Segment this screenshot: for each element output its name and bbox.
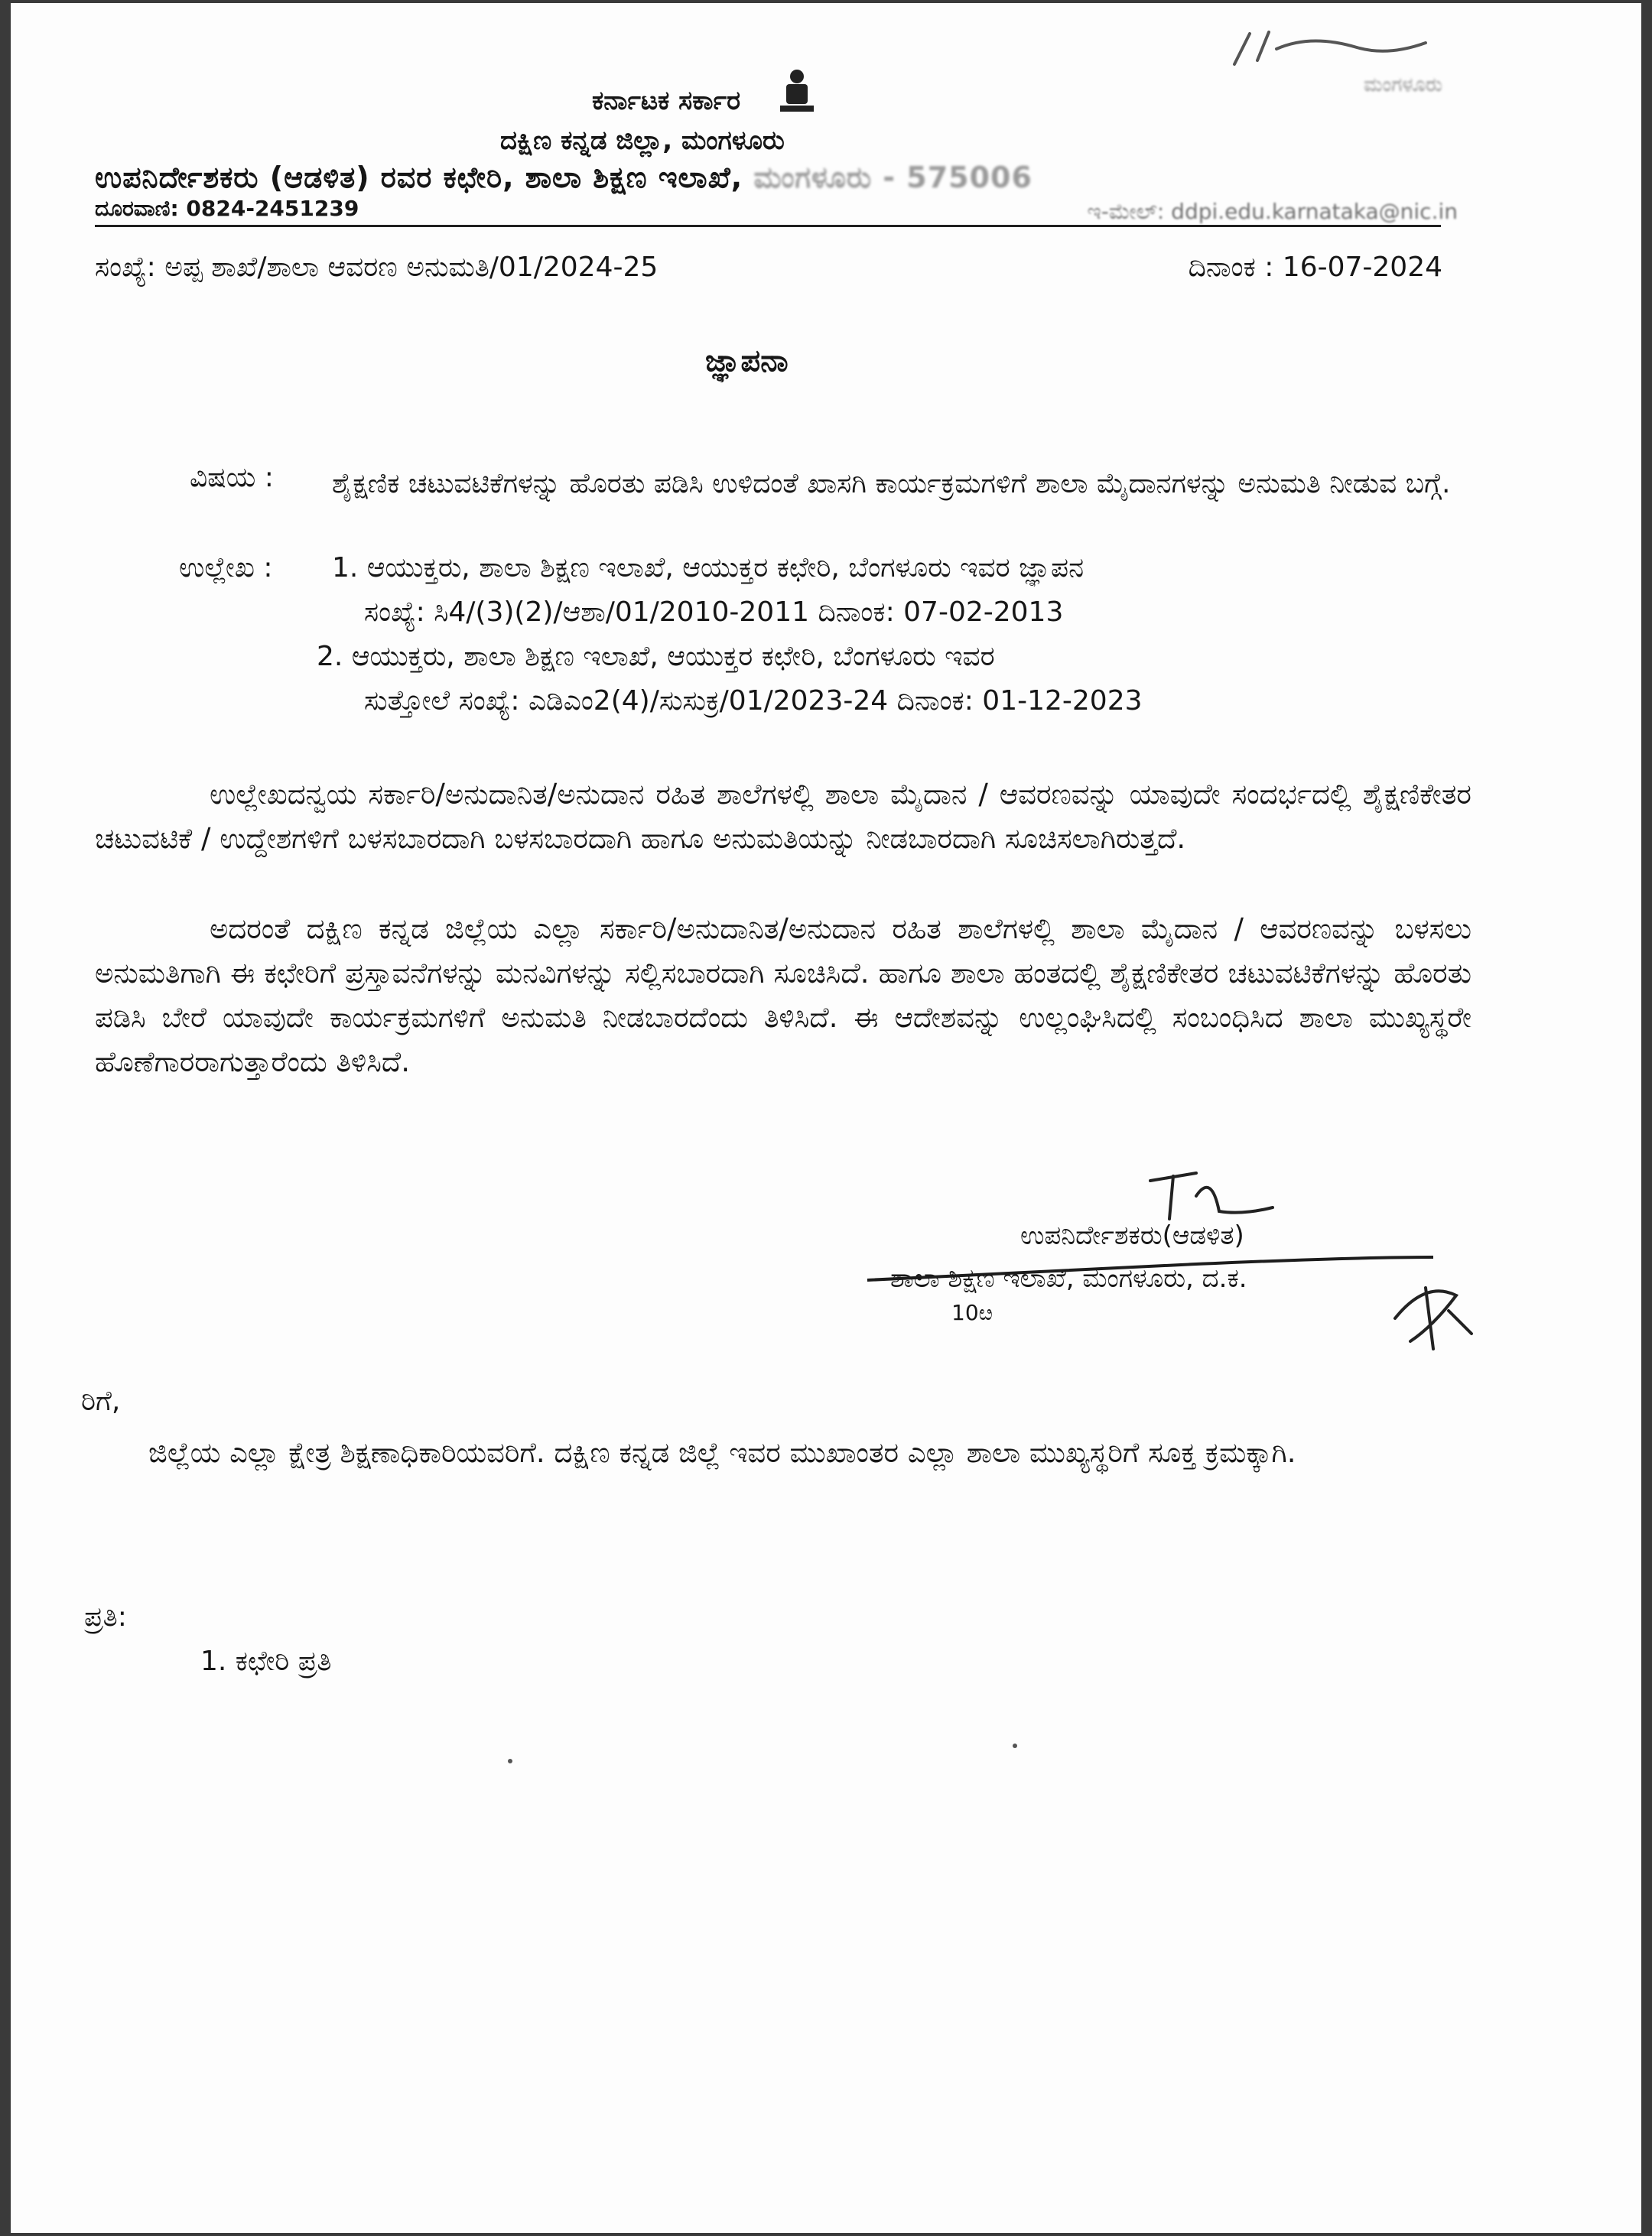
- recipients-block: [95, 1430, 1456, 1476]
- handwritten-mark: [1204, 26, 1433, 80]
- signatory-office: ಶಾಲಾ ಶಿಕ್ಷಣ ಇಲಾಖೆ, ಮಂಗಳೂರು, ದ.ಕ.: [890, 1263, 1247, 1294]
- letterhead-office-name: ಉಪನಿರ್ದೇಶಕರು (ಆಡಳಿತ) ರವರ ಕಛೇರಿ, ಶಾಲಾ ಶಿಕ್ಷಣ ಇಲಾಖೆ,: [95, 161, 754, 194]
- document-page: [11, 3, 1641, 2233]
- body-paragraph-2: [95, 907, 1472, 1084]
- letterhead-government: ಕರ್ನಾಟಕ ಸರ್ಕಾರ: [592, 86, 741, 116]
- reference-number: ಸಂಖ್ಯೆ: ಅಪ್ಪ ಶಾಖೆ/ಶಾಲಾ ಆವರಣ ಅನುಮತಿ/01/2024-25: [95, 252, 659, 283]
- government-emblem-icon: [776, 66, 818, 115]
- reference-2-line-1: 2. ಆಯುಕ್ತರು, ಶಾಲಾ ಶಿಕ್ಷಣ ಇಲಾಖೆ, ಆಯುಕ್ತರ ಕಛೇರಿ, ಬೆಂಗಳೂರು ಇವರ: [317, 641, 995, 672]
- reference-2-line-2: ಸುತ್ತೋಲೆ ಸಂಖ್ಯೆ: ಎಡಿಎಂ2(4)/ಸುಸುಕ್ರ/01/2023-24 ದಿನಾಂಕ: 01-12-2023: [364, 685, 1143, 717]
- letterhead-office-city: ಮಂಗಳೂರು - 575006: [753, 161, 1032, 194]
- subject-text: ಶೈಕ್ಷಣಿಕ ಚಟುವಟಿಕೆಗಳನ್ನು ಹೊರತು ಪಡಿಸಿ ಉಳಿದಂತೆ ಖಾಸಗಿ ಕಾರ್ಯಕ್ರಮಗಳಿಗೆ ಶಾಲಾ ಮೈದಾನಗಳನ್ನು ಅನುಮತಿ ನೀಡುವ ಬಗ್ಗೆ.: [332, 468, 1451, 499]
- top-right-note: ಮಂಗಳೂರು: [1363, 73, 1442, 96]
- reference-1-line-2: ಸಂಖ್ಯೆ: ಸಿ4/(3)(2)/ಆಶಾ/01/2010-2011 ದಿನಾಂಕ: 07-02-2013: [364, 596, 1064, 628]
- document-title: ಜ್ಞಾಪನಾ: [705, 343, 789, 379]
- subject-label: ವಿಷಯ :: [190, 462, 274, 493]
- letterhead-office: [95, 161, 1032, 195]
- references-label: ಉಲ್ಲೇಖ :: [179, 552, 273, 583]
- recipients-label: ರಿಗೆ,: [81, 1386, 121, 1417]
- stray-mark: [1013, 1744, 1017, 1748]
- stray-mark: [508, 1759, 512, 1763]
- letterhead-divider: [95, 225, 1441, 227]
- recipients-text: ಜಿಲ್ಲೆಯ ಎಲ್ಲಾ ಕ್ಷೇತ್ರ ಶಿಕ್ಷಣಾಧಿಕಾರಿಯವರಿಗೆ. ದಕ್ಷಿಣ ಕನ್ನಡ ಜಿಲ್ಲೆ ಇವರ ಮುಖಾಂತರ ಎಲ್ಲಾ ಶಾಲಾ ಮುಖ್ಯಸ್ಥರಿಗೆ ಸೂಕ್ತ ಕ್ರಮಕ್ಕಾಗಿ.: [148, 1436, 1296, 1469]
- document-date: ದಿನಾಂಕ : 16-07-2024: [1188, 252, 1442, 283]
- body-paragraph-2-text: ಅದರಂತೆ ದಕ್ಷಿಣ ಕನ್ನಡ ಜಿಲ್ಲೆಯ ಎಲ್ಲಾ ಸರ್ಕಾರಿ/ಅನುದಾನಿತ/ಅನುದಾನ ರಹಿತ ಶಾಲೆಗಳಲ್ಲಿ ಶಾಲಾ ಮೈದಾನ / ಆವರಣವನ್ನು ಬಳಸಲು ಅನುಮತಿಗಾಗಿ ಈ ಕಛೇರಿಗೆ ಪ್ರಸ್ತಾವನೆಗಳನ್ನು ಮನವಿಗಳನ್ನು ಸಲ್ಲಿಸಬಾರದಾಗಿ ಸೂಚಿಸಿದೆ. ಹಾಗೂ ಶಾಲಾ ಹಂತದಲ್ಲಿ ಶೈಕ್ಷಣಿಕೇತರ ಚಟುವಟಿಕೆಗಳನ್ನು ಹೊರತು ಪಡಿಸಿ ಬೇರೆ ಯಾವುದೇ ಕಾರ್ಯಕ್ರಮಗಳಿಗೆ ಅನುಮತಿ ನೀಡಬಾರದೆಂದು ತಿಳಿಸಿದೆ. ಈ ಆದೇಶವನ್ನು ಉಲ್ಲಂಘಿಸಿದಲ್ಲಿ ಸಂಬಂಧಿಸಿದ ಶಾಲಾ ಮುಖ್ಯಸ್ಥರೇ ಹೊಣೆಗಾರರಾಗುತ್ತಾರೆಂದು ತಿಳಿಸಿದೆ.: [95, 912, 1472, 1078]
- signature-initials: 10ೞ: [951, 1300, 993, 1325]
- letterhead-phone: ದೂರವಾಣಿ: 0824-2451239: [95, 196, 359, 221]
- letterhead-email: ಇ-ಮೇಲ್: ddpi.edu.karnataka@nic.in: [1087, 199, 1458, 224]
- signatory-designation: ಉಪನಿರ್ದೇಶಕರು(ಆಡಳಿತ): [1020, 1220, 1244, 1251]
- reference-1-line-1: 1. ಆಯುಕ್ತರು, ಶಾಲಾ ಶಿಕ್ಷಣ ಇಲಾಖೆ, ಆಯುಕ್ತರ ಕಛೇರಿ, ಬೆಂಗಳೂರು ಇವರ ಜ್ಞಾಪನ: [332, 552, 1085, 583]
- copy-label: ಪ್ರತಿ:: [84, 1601, 127, 1633]
- copy-item-1: 1. ಕಛೇರಿ ಪ್ರತಿ: [200, 1646, 332, 1677]
- body-paragraph-1: [95, 772, 1472, 861]
- signature-stroke: [860, 1234, 1441, 1311]
- body-paragraph-1-text: ಉಲ್ಲೇಖದನ್ವಯ ಸರ್ಕಾರಿ/ಅನುದಾನಿತ/ಅನುದಾನ ರಹಿತ ಶಾಲೆಗಳಲ್ಲಿ ಶಾಲಾ ಮೈದಾನ / ಆವರಣವನ್ನು ಯಾವುದೇ ಸಂದರ್ಭದಲ್ಲಿ ಶೈಕ್ಷಣಿಕೇತರ ಚಟುವಟಿಕೆ / ಉದ್ದೇಶಗಳಿಗೆ ಬಳಸಬಾರದಾಗಿ ಬಳಸಬಾರದಾಗಿ ಹಾಗೂ ಅನುಮತಿಯನ್ನು ನೀಡಬಾರದಾಗಿ ಸೂಚಿಸಲಾಗಿರುತ್ತದೆ.: [95, 778, 1472, 855]
- initials-stamp-icon: [1380, 1265, 1479, 1357]
- letterhead-district: ದಕ್ಷಿಣ ಕನ್ನಡ ಜಿಲ್ಲಾ, ಮಂಗಳೂರು: [500, 125, 785, 156]
